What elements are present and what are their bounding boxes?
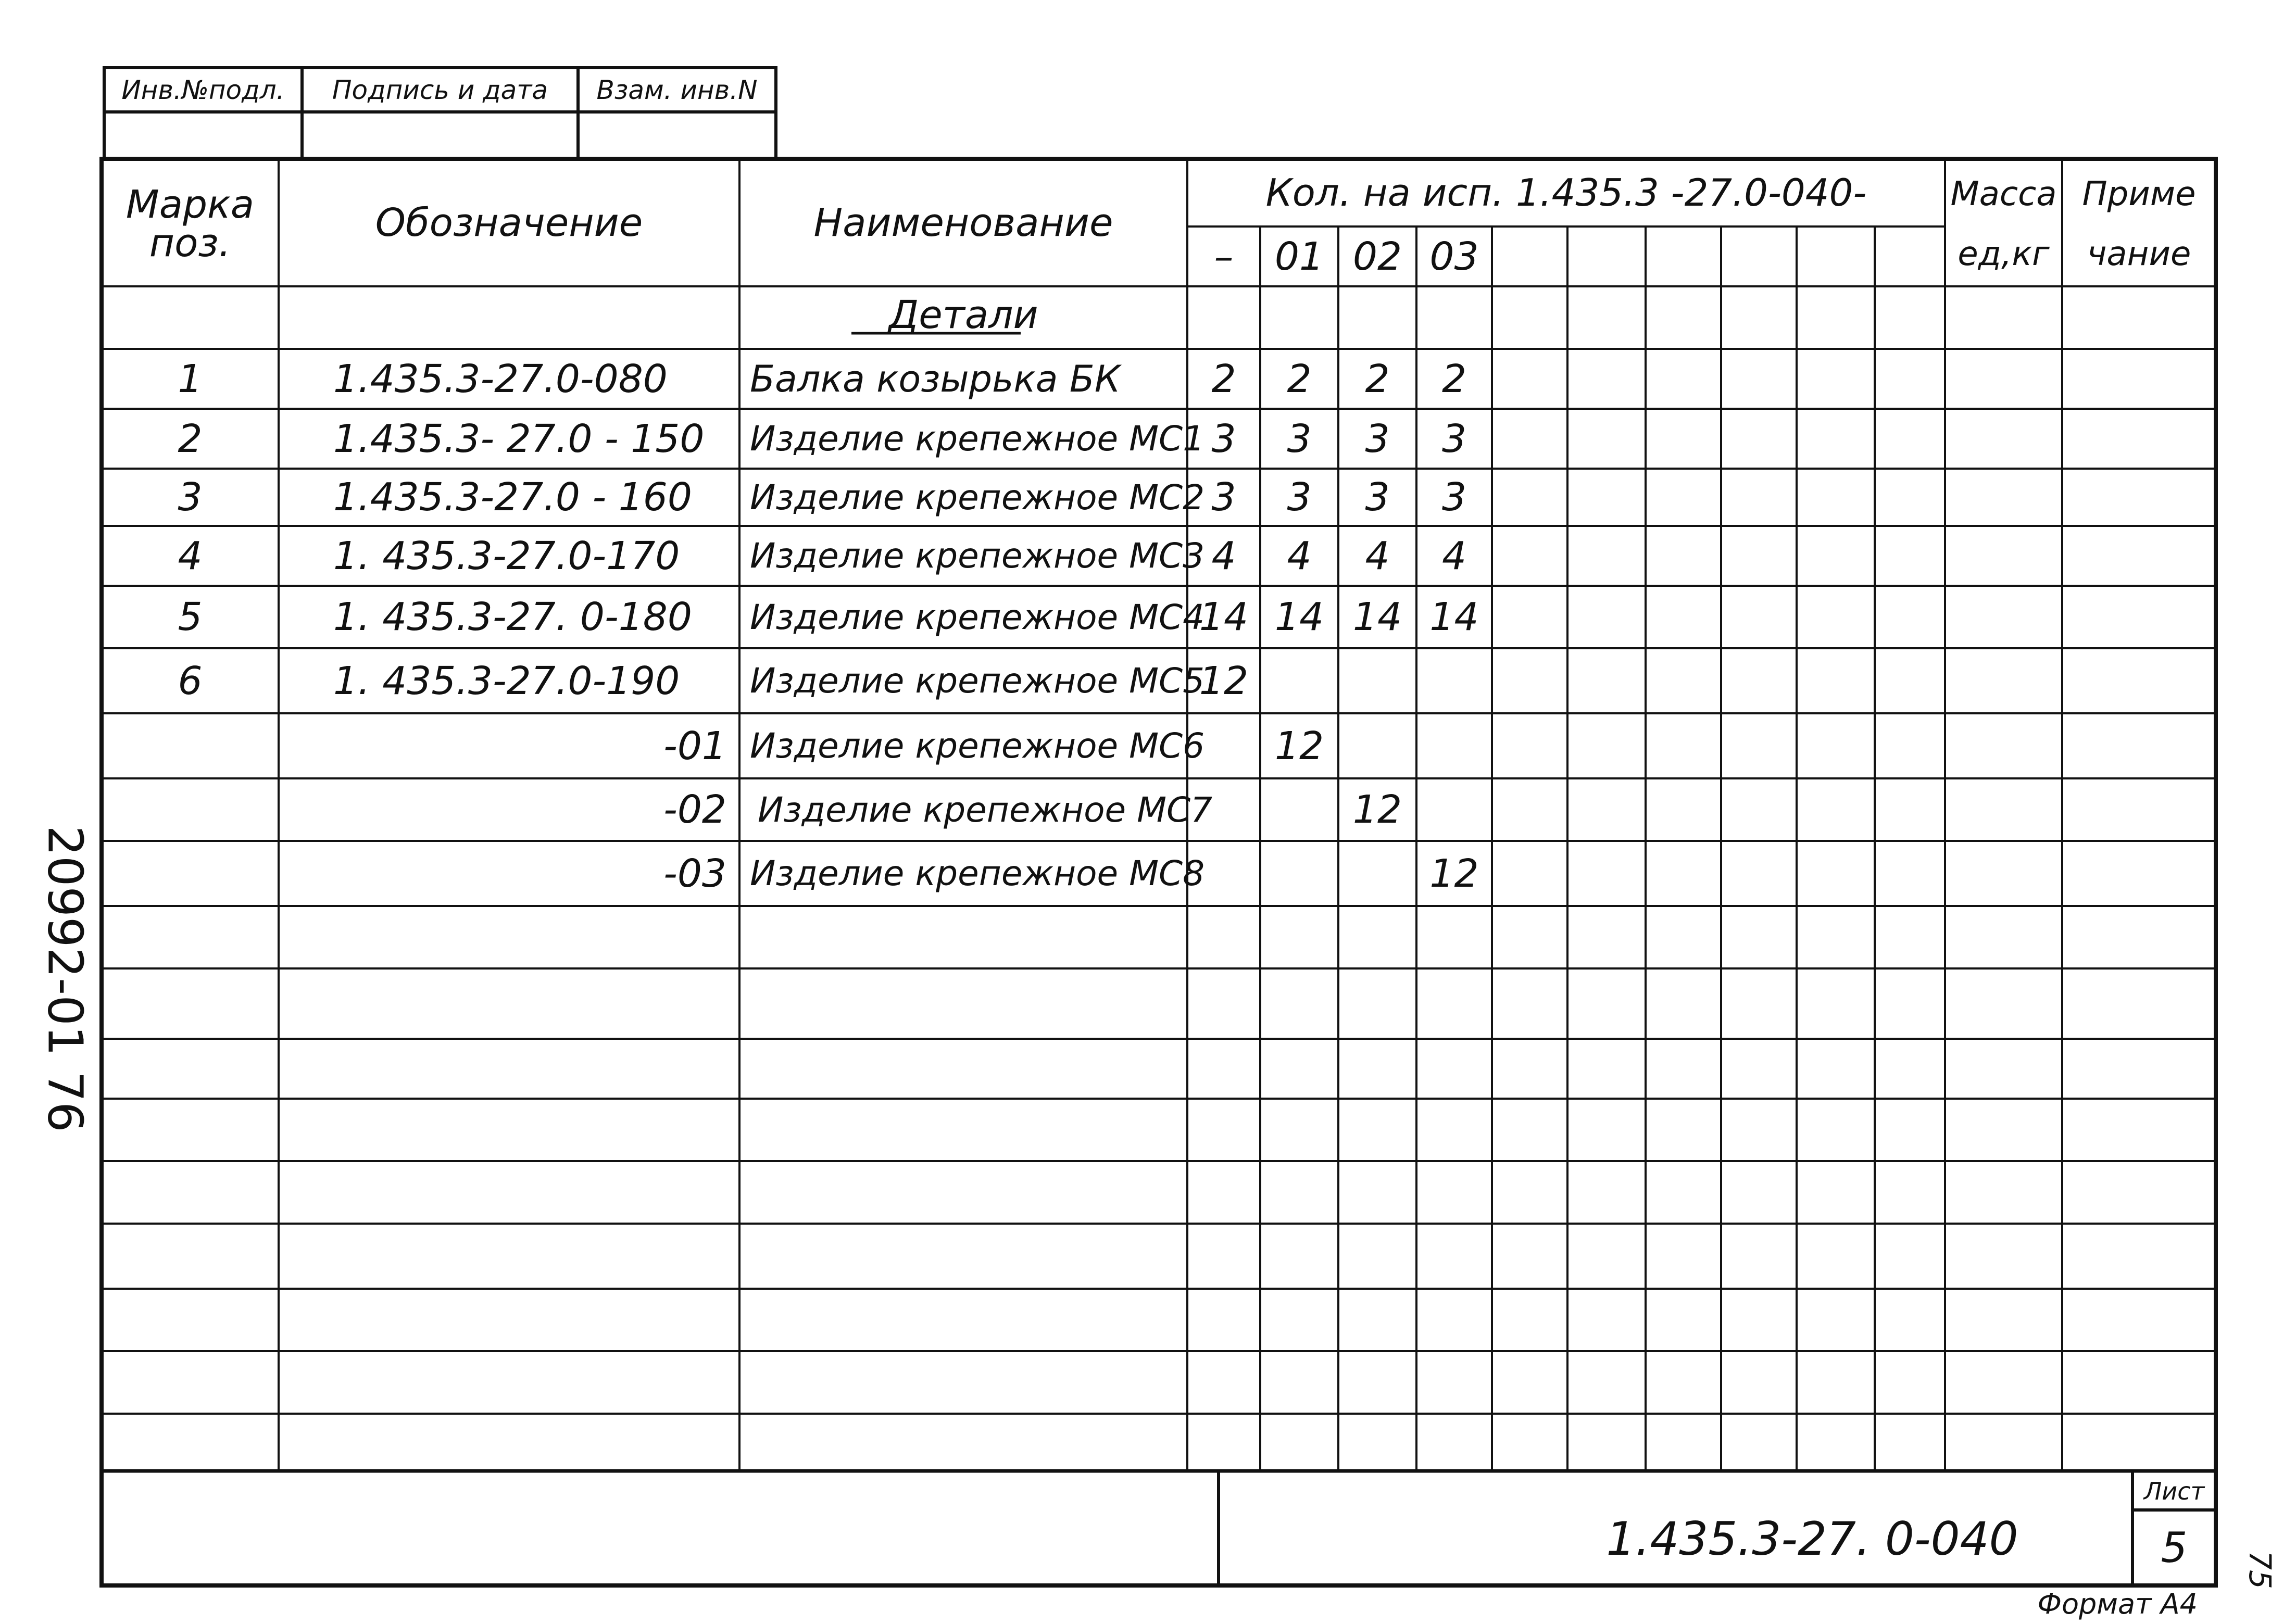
page-number-wrap bbox=[2234, 1541, 2286, 1598]
row-6-qty-01 bbox=[1260, 648, 1338, 713]
row-2-qty-base: 3 bbox=[1211, 416, 1236, 461]
sheet-number: 5 bbox=[2161, 1524, 2188, 1572]
row-2-qty-03: 3 bbox=[1441, 416, 1467, 461]
row-9-qty-03: 12 bbox=[1429, 851, 1479, 896]
header-mass-line1: Масса bbox=[1950, 174, 2057, 213]
header-note-line1: Приме bbox=[2082, 174, 2196, 213]
sheet-label: Лист bbox=[2143, 1477, 2205, 1505]
header-mark bbox=[102, 164, 279, 284]
row-2-qty-02: 3 bbox=[1365, 416, 1390, 461]
header-mark-line1: Марка bbox=[126, 182, 255, 227]
row-2-designation: 1.435.3- 27.0 - 150 bbox=[333, 416, 705, 461]
row-5-name: Изделие крепежное МС4 bbox=[750, 597, 1205, 637]
row-5-pos: 5 bbox=[178, 595, 203, 639]
row-5-qty-01: 14 bbox=[1274, 595, 1324, 639]
row-4-pos: 4 bbox=[178, 533, 203, 578]
row-1-name: Балка козырька БК bbox=[750, 357, 1121, 400]
row-9-qty-01 bbox=[1260, 841, 1338, 906]
row-1-pos: 1 bbox=[178, 356, 203, 401]
header-qty-title: Кол. на исп. 1.435.3 -27.0-040- bbox=[1265, 171, 1867, 215]
row-3-designation: 1.435.3-27.0 - 160 bbox=[333, 475, 692, 520]
row-5-qty-02: 14 bbox=[1352, 595, 1402, 639]
row-6-qty-base: 12 bbox=[1199, 658, 1249, 703]
header-qty-col-base: – bbox=[1214, 234, 1234, 279]
row-8-qty-01 bbox=[1260, 778, 1338, 841]
section-label-details: Детали bbox=[888, 293, 1038, 337]
header-mark-line2: поз. bbox=[149, 221, 231, 266]
row-4-qty-base: 4 bbox=[1211, 533, 1236, 578]
row-3-qty-01: 3 bbox=[1287, 475, 1312, 520]
row-7-designation: -01 bbox=[663, 723, 726, 769]
row-6-designation: 1. 435.3-27.0-190 bbox=[333, 658, 680, 703]
header-mass bbox=[1945, 164, 2062, 284]
stamp-value-signature bbox=[302, 112, 578, 159]
side-number: 20992-01 76 bbox=[37, 825, 93, 1132]
row-1-qty-02: 2 bbox=[1365, 356, 1390, 401]
row-8-designation: -02 bbox=[663, 787, 726, 832]
document-code: 1.435.3-27. 0-040 bbox=[1606, 1512, 2018, 1566]
stamp-header-replaced: Взам. инв.N bbox=[596, 74, 758, 105]
row-1-qty-01: 2 bbox=[1287, 356, 1312, 401]
row-7-qty-02 bbox=[1338, 713, 1416, 778]
page-number: 75 bbox=[2242, 1551, 2278, 1589]
row-6-name: Изделие крепежное МС5 bbox=[750, 661, 1205, 701]
header-note-line2: чание bbox=[2087, 234, 2191, 273]
row-9-qty-02 bbox=[1338, 841, 1416, 906]
row-3-name: Изделие крепежное МС2 bbox=[750, 477, 1205, 518]
row-6-pos: 6 bbox=[178, 658, 203, 703]
header-name: Наименование bbox=[813, 200, 1113, 245]
row-4-qty-01: 4 bbox=[1287, 533, 1312, 578]
header-qty-col-03: 03 bbox=[1429, 234, 1479, 279]
row-6-qty-02 bbox=[1338, 648, 1416, 713]
header-qty-col-02: 02 bbox=[1352, 234, 1402, 279]
row-9-designation: -03 bbox=[663, 851, 726, 896]
row-4-qty-03: 4 bbox=[1441, 533, 1467, 578]
row-8-name: Изделие крепежное МС7 bbox=[758, 789, 1213, 830]
row-4-qty-02: 4 bbox=[1365, 533, 1390, 578]
row-1-qty-03: 2 bbox=[1441, 356, 1467, 401]
row-7-name: Изделие крепежное МС6 bbox=[750, 726, 1205, 766]
row-2-name: Изделие крепежное МС1 bbox=[750, 419, 1205, 459]
row-3-qty-03: 3 bbox=[1441, 475, 1467, 520]
row-3-pos: 3 bbox=[178, 475, 203, 520]
row-7-qty-03 bbox=[1416, 713, 1492, 778]
row-7-qty-base bbox=[1187, 713, 1260, 778]
row-5-designation: 1. 435.3-27. 0-180 bbox=[333, 595, 692, 639]
row-9-name: Изделие крепежное МС8 bbox=[750, 853, 1205, 893]
format-label: Формат А4 bbox=[2037, 1587, 2198, 1620]
row-5-qty-03: 14 bbox=[1429, 595, 1479, 639]
stamp-value-inv bbox=[104, 112, 302, 159]
row-2-pos: 2 bbox=[178, 416, 203, 461]
row-7-qty-01: 12 bbox=[1274, 723, 1324, 769]
row-3-qty-base: 3 bbox=[1211, 475, 1236, 520]
row-9-qty-base bbox=[1187, 841, 1260, 906]
header-qty-col-01: 01 bbox=[1274, 234, 1324, 279]
row-5-qty-base: 14 bbox=[1199, 595, 1249, 639]
row-8-qty-base bbox=[1187, 778, 1260, 841]
header-designation: Обозначение bbox=[375, 200, 643, 245]
row-1-designation: 1.435.3-27.0-080 bbox=[333, 356, 668, 401]
row-6-qty-03 bbox=[1416, 648, 1492, 713]
stamp-header-inv: Инв.№подл. bbox=[121, 74, 285, 105]
row-8-pos bbox=[102, 778, 279, 841]
row-4-name: Изделие крепежное МС3 bbox=[750, 536, 1205, 576]
stamp-value-replaced bbox=[578, 112, 776, 159]
header-mass-line2: ед,кг bbox=[1958, 234, 2050, 273]
row-8-qty-03 bbox=[1416, 778, 1492, 841]
row-1-qty-base: 2 bbox=[1211, 356, 1236, 401]
stamp-header-signature: Подпись и дата bbox=[332, 74, 548, 105]
row-8-qty-02: 12 bbox=[1352, 787, 1402, 832]
row-4-designation: 1. 435.3-27.0-170 bbox=[333, 533, 680, 578]
row-3-qty-02: 3 bbox=[1365, 475, 1390, 520]
row-9-pos bbox=[102, 841, 279, 906]
row-2-qty-01: 3 bbox=[1287, 416, 1312, 461]
row-7-pos bbox=[102, 713, 279, 778]
header-note bbox=[2062, 164, 2216, 284]
